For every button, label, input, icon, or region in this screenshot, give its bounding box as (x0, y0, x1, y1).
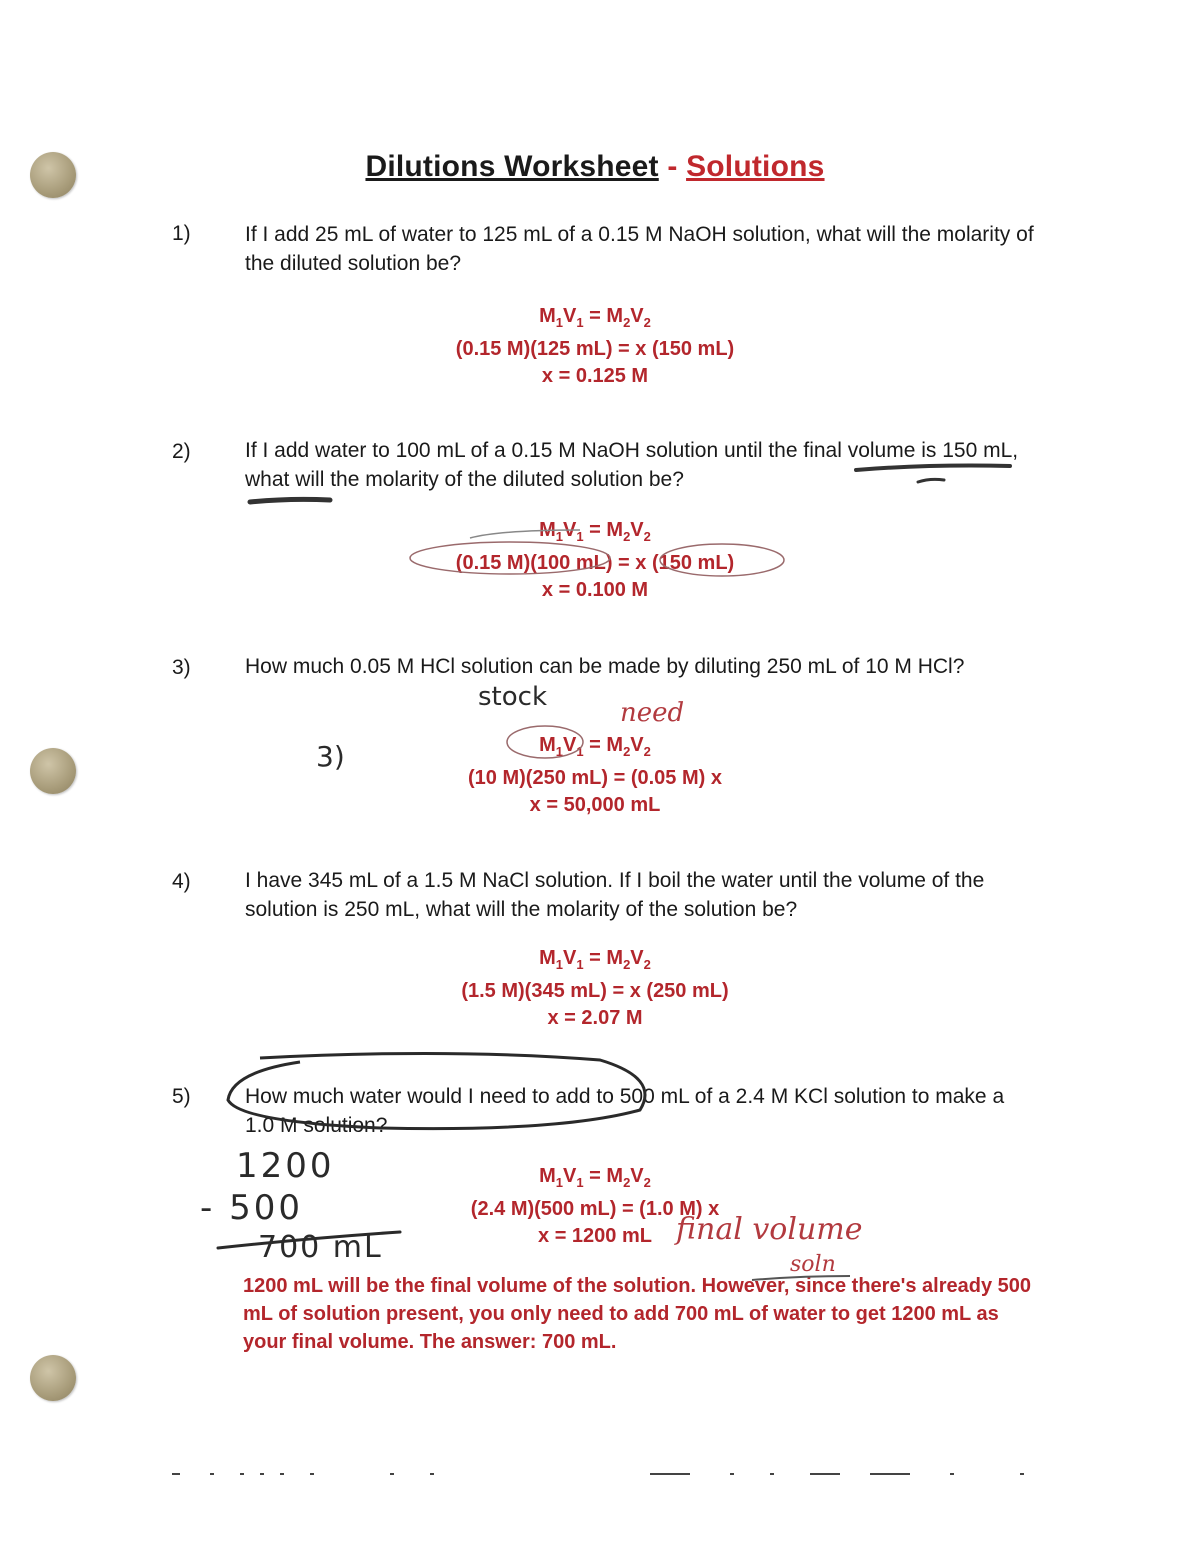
handwritten-need: need (620, 698, 685, 728)
formula: $M_1V_1 = M_2V_2$ (539, 734, 651, 759)
question-5-number: 5) (172, 1085, 191, 1108)
handwritten-soln: soln (790, 1252, 836, 1277)
footer-faint-text (170, 1468, 1030, 1480)
final-answer-paragraph: 1200 mL will be the final volume of the solution. However, since there's already 500 mL of solution present, you only need to add 700 mL of water to get 1200 mL as your final volume. The answer: 700 mL. (243, 1275, 1031, 1353)
question-1-text: If I add 25 mL of water to 125 mL of a 0.15 M NaOH solution, what will the molarity of the diluted solution be? (245, 223, 1034, 275)
formula: $M_1V_1 = M_2V_2$ (539, 519, 651, 544)
solution-result: x = 1200 mL (538, 1225, 652, 1247)
question-1-number: 1) (172, 222, 191, 245)
formula: $M_1V_1 = M_2V_2$ (539, 1165, 651, 1190)
question-4-number: 4) (172, 870, 191, 893)
question-2-solution (330, 517, 860, 604)
question-3-number: 3) (172, 656, 191, 679)
question-2-text: If I add water to 100 mL of a 0.15 M NaOH solution until the final volume is 150 mL, what will the molarity of the diluted solution be? (245, 439, 1019, 491)
solution-step: (0.15 M)(100 mL) = x (150 mL) (455, 552, 735, 574)
handwritten-stock: stock (478, 682, 547, 712)
question-3-solution (330, 732, 860, 819)
question-4-text: I have 345 mL of a 1.5 M NaCl solution. If I boil the water until the volume of the solution is 250 mL, what will the molarity of the solution be? (245, 869, 985, 921)
binder-hole-3 (30, 1355, 76, 1401)
binder-hole-2 (30, 748, 76, 794)
handwritten-margin-3: 3) (316, 740, 345, 773)
solution-step: (2.4 M)(500 mL) = (1.0 M) x (470, 1198, 720, 1220)
formula: $M_1V_1 = M_2V_2$ (539, 947, 651, 972)
title-main: Dilutions Worksheet (365, 150, 659, 183)
title-solutions: Solutions (686, 150, 825, 183)
solution-step: (10 M)(250 mL) = (0.05 M) x (468, 767, 722, 789)
question-2-number: 2) (172, 440, 191, 463)
handwritten-final-volume: final volume (676, 1212, 863, 1247)
question-1-solution (330, 303, 860, 390)
page-title (0, 150, 1190, 184)
formula: $M_1V_1 = M_2V_2$ (539, 305, 651, 330)
solution-step: (1.5 M)(345 mL) = x (250 mL) (461, 980, 729, 1002)
solution-result: x = 2.07 M (547, 1007, 643, 1029)
solution-result: x = 0.100 M (541, 579, 649, 601)
solution-result: x = 0.125 M (541, 365, 649, 387)
question-5-text: How much water would I need to add to 500 mL of a 2.4 M KCl solution to make a 1.0 M solution? (245, 1085, 1005, 1137)
solution-step: (0.15 M)(125 mL) = x (150 mL) (455, 338, 735, 360)
question-4-solution (330, 945, 860, 1032)
handwritten-700ml: 700 mL (258, 1230, 383, 1265)
question-3-text: How much 0.05 M HCl solution can be made by diluting 250 mL of 10 M HCl? (245, 655, 965, 678)
solution-result: x = 50,000 mL (529, 794, 661, 816)
title-separator: - (667, 150, 678, 183)
underline-150ml (250, 499, 330, 502)
handwritten-1200: 1200 (236, 1146, 335, 1186)
handwritten-minus-500: - 500 (200, 1188, 303, 1228)
